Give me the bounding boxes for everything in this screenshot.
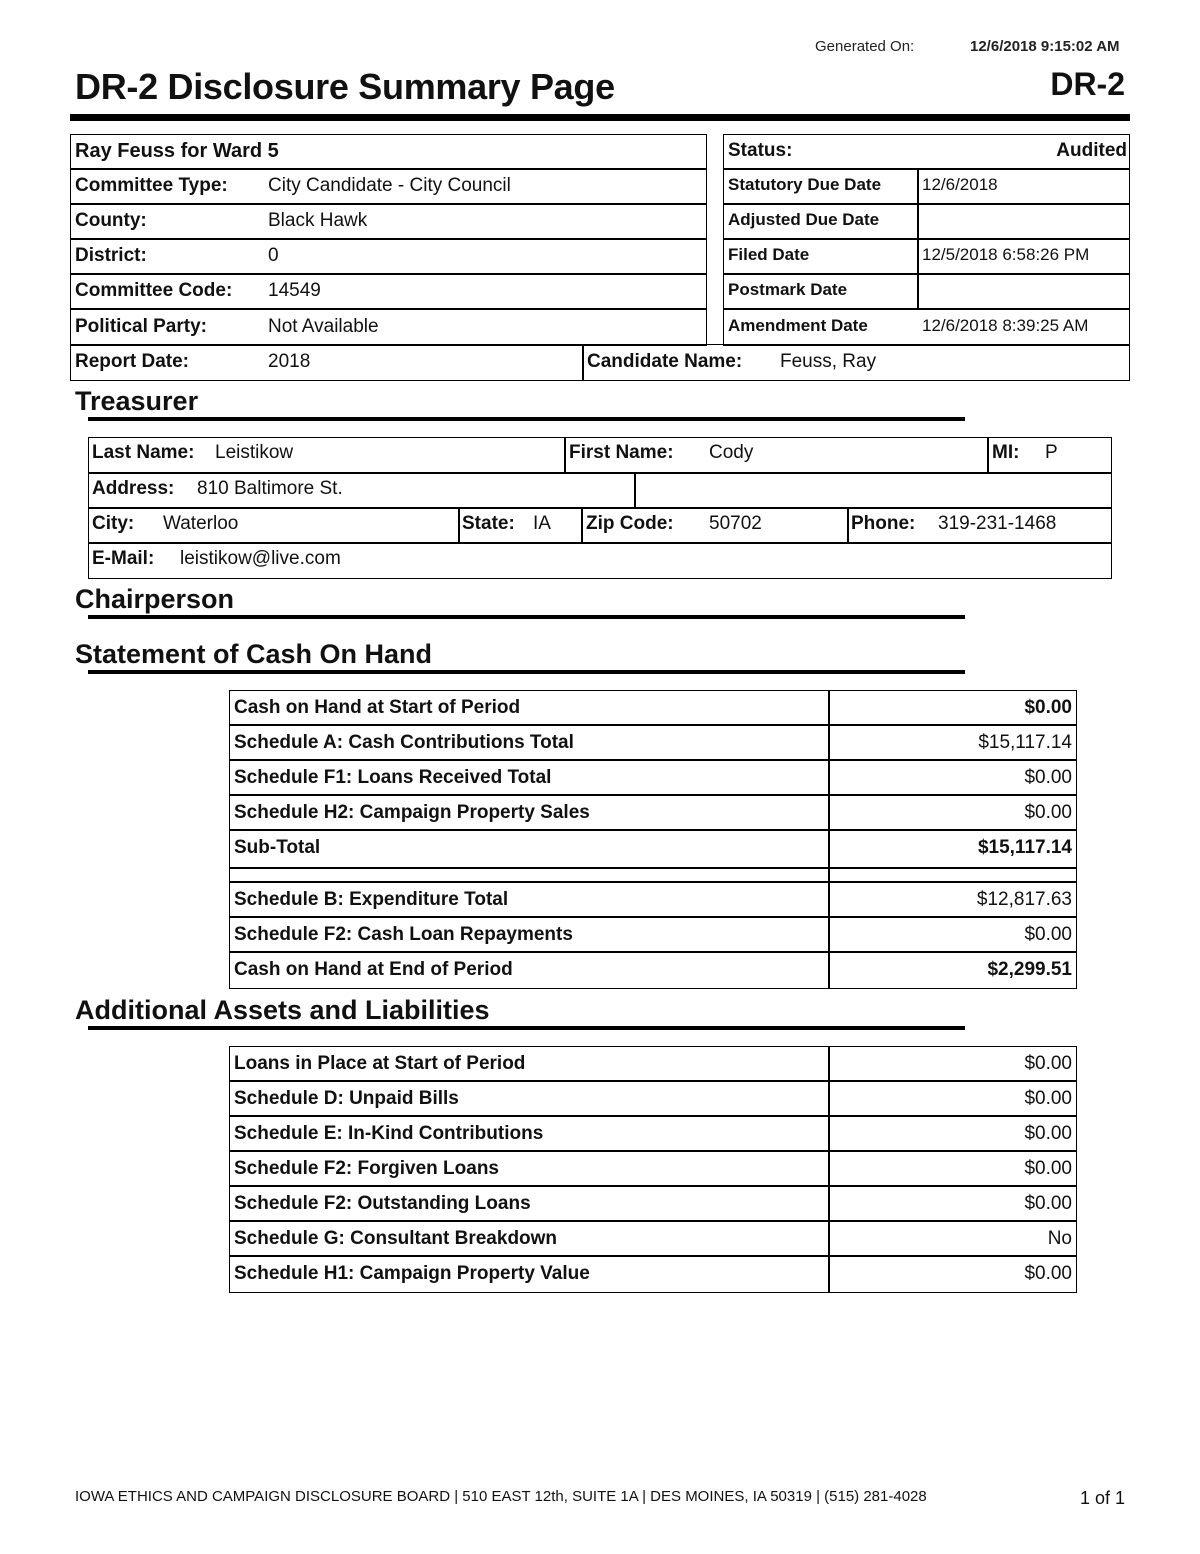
- committee-type-label: Committee Type:: [75, 175, 228, 196]
- row-value: $12,817.63: [976, 889, 1072, 910]
- treasurer-state-label: State:: [462, 513, 515, 534]
- column-divider: [828, 1082, 830, 1115]
- divider: [70, 203, 707, 205]
- treasurer-mi-label: MI:: [992, 442, 1020, 463]
- treasurer-phone-label: Phone:: [851, 513, 916, 534]
- row-value: $0.00: [1024, 1053, 1072, 1074]
- row-value: $0.00: [1024, 1193, 1072, 1214]
- row-label: Schedule A: Cash Contributions Total: [234, 732, 574, 753]
- assets-liabilities-table: [229, 1046, 1077, 1293]
- column-divider: [828, 918, 830, 951]
- row-label: Cash on Hand at Start of Period: [234, 697, 521, 718]
- treasurer-address-label: Address:: [92, 478, 175, 499]
- row-label: Schedule D: Unpaid Bills: [234, 1088, 459, 1109]
- committee-code-label: Committee Code:: [75, 280, 233, 301]
- row-label: Schedule E: In-Kind Contributions: [234, 1123, 544, 1144]
- column-divider: [828, 761, 830, 794]
- divider: [458, 507, 460, 542]
- column-divider: [828, 1222, 830, 1255]
- county-value: Black Hawk: [268, 210, 368, 231]
- column-divider: [828, 726, 830, 759]
- divider: [70, 308, 707, 310]
- row-label: Schedule B: Expenditure Total: [234, 889, 509, 910]
- table-row: [230, 1047, 1076, 1082]
- table-row: [230, 918, 1076, 953]
- status-label: Status:: [728, 140, 793, 161]
- treasurer-email-label: E-Mail:: [92, 548, 155, 569]
- divider: [917, 168, 919, 308]
- row-label: Schedule H1: Campaign Property Value: [234, 1263, 590, 1284]
- section-rule: [88, 1026, 965, 1030]
- generated-on-value: 12/6/2018 9:15:02 AM: [970, 38, 1120, 55]
- divider: [723, 238, 1130, 240]
- divider: [70, 168, 707, 170]
- row-value: $0.00: [1024, 1158, 1072, 1179]
- table-row: [230, 1152, 1076, 1187]
- treasurer-state-value: IA: [533, 513, 551, 534]
- column-divider: [828, 1117, 830, 1150]
- divider: [70, 273, 707, 275]
- row-label: Schedule F2: Forgiven Loans: [234, 1158, 499, 1179]
- table-row: [230, 1257, 1076, 1292]
- column-divider: [828, 1257, 830, 1292]
- treasurer-last-name-label: Last Name:: [92, 442, 195, 463]
- row-value: $0.00: [1024, 1263, 1072, 1284]
- row-label: Schedule F1: Loans Received Total: [234, 767, 552, 788]
- column-divider: [828, 796, 830, 829]
- status-box-border: [723, 134, 1130, 346]
- row-value: $0.00: [1024, 924, 1072, 945]
- report-date-value: 2018: [268, 351, 311, 372]
- table-row: [230, 691, 1076, 726]
- cash-on-hand-heading: Statement of Cash On Hand: [75, 639, 433, 669]
- statutory-due-date-label: Statutory Due Date: [728, 175, 882, 194]
- divider: [564, 437, 566, 472]
- postmark-date-label: Postmark Date: [728, 280, 848, 299]
- cash-on-hand-table: [229, 690, 1077, 989]
- table-row: [230, 761, 1076, 796]
- divider: [723, 203, 1130, 205]
- row-value: $0.00: [1024, 697, 1072, 718]
- committee-box-border: [70, 134, 707, 346]
- amendment-date-label: Amendment Date: [728, 316, 868, 335]
- column-divider: [828, 869, 830, 881]
- divider: [723, 273, 1130, 275]
- row-value: $15,117.14: [978, 732, 1072, 753]
- treasurer-address-value: 810 Baltimore St.: [197, 478, 343, 499]
- divider: [847, 507, 849, 542]
- table-row: [230, 1082, 1076, 1117]
- column-divider: [828, 953, 830, 988]
- column-divider: [828, 1187, 830, 1220]
- row-value: $0.00: [1024, 1088, 1072, 1109]
- treasurer-first-name-label: First Name:: [569, 442, 674, 463]
- divider: [581, 507, 583, 542]
- column-divider: [828, 883, 830, 916]
- filed-date-label: Filed Date: [728, 245, 810, 264]
- political-party-label: Political Party:: [75, 316, 207, 337]
- row-value: $0.00: [1024, 1123, 1072, 1144]
- divider: [88, 472, 1112, 474]
- title-rule: [70, 114, 1130, 121]
- row-label: Schedule F2: Outstanding Loans: [234, 1193, 531, 1214]
- amendment-date-value: 12/6/2018 8:39:25 AM: [922, 316, 1089, 335]
- divider: [634, 472, 636, 507]
- divider: [582, 344, 584, 381]
- row-value: $0.00: [1024, 802, 1072, 823]
- candidate-name-label: Candidate Name:: [587, 351, 743, 372]
- table-row: [230, 1187, 1076, 1222]
- generated-on-label: Generated On:: [815, 38, 915, 55]
- treasurer-zip-value: 50702: [709, 513, 762, 534]
- row-value: No: [1047, 1228, 1072, 1249]
- footer-board-info: IOWA ETHICS AND CAMPAIGN DISCLOSURE BOARD | 510 EAST 12th, SUITE 1A | DES MOINES, IA 50319 | (515) 281-4028: [75, 1488, 927, 1505]
- district-value: 0: [268, 245, 279, 266]
- divider: [723, 168, 1130, 170]
- row-label: Schedule F2: Cash Loan Repayments: [234, 924, 573, 945]
- table-row: [230, 953, 1076, 988]
- row-value: $0.00: [1024, 767, 1072, 788]
- table-row: [230, 726, 1076, 761]
- treasurer-first-name-value: Cody: [709, 442, 754, 463]
- row-value: $2,299.51: [987, 959, 1072, 980]
- treasurer-email-value: leistikow@live.com: [180, 548, 341, 569]
- divider: [70, 238, 707, 240]
- political-party-value: Not Available: [268, 316, 379, 337]
- candidate-name-value: Feuss, Ray: [780, 351, 877, 372]
- divider: [987, 437, 989, 472]
- table-row: [230, 1117, 1076, 1152]
- divider: [88, 507, 1112, 509]
- treasurer-zip-label: Zip Code:: [586, 513, 674, 534]
- assets-liabilities-heading: Additional Assets and Liabilities: [75, 995, 490, 1025]
- committee-code-value: 14549: [268, 280, 321, 301]
- row-label: Cash on Hand at End of Period: [234, 959, 513, 980]
- table-row: [230, 831, 1076, 869]
- filed-date-value: 12/5/2018 6:58:26 PM: [922, 245, 1090, 264]
- column-divider: [828, 1047, 830, 1080]
- section-rule: [88, 615, 965, 619]
- committee-type-value: City Candidate - City Council: [268, 175, 511, 196]
- report-date-label: Report Date:: [75, 351, 190, 372]
- county-label: County:: [75, 210, 147, 231]
- treasurer-city-value: Waterloo: [163, 513, 239, 534]
- adjusted-due-date-label: Adjusted Due Date: [728, 210, 880, 229]
- chairperson-heading: Chairperson: [75, 584, 235, 614]
- divider: [723, 308, 1130, 310]
- row-label: Schedule G: Consultant Breakdown: [234, 1228, 558, 1249]
- page-number: 1 of 1: [1079, 1488, 1125, 1508]
- column-divider: [828, 831, 830, 867]
- treasurer-city-label: City:: [92, 513, 135, 534]
- table-spacer: [230, 869, 1076, 883]
- table-row: [230, 883, 1076, 918]
- treasurer-heading: Treasurer: [75, 386, 199, 416]
- treasurer-phone-value: 319-231-1468: [938, 513, 1057, 534]
- table-row: [230, 1222, 1076, 1257]
- treasurer-last-name-value: Leistikow: [215, 442, 294, 463]
- divider: [88, 542, 1112, 544]
- column-divider: [828, 1152, 830, 1185]
- treasurer-mi-value: P: [1045, 442, 1058, 463]
- committee-name: Ray Feuss for Ward 5: [75, 140, 279, 162]
- page-title: DR-2 Disclosure Summary Page: [75, 66, 615, 107]
- column-divider: [828, 691, 830, 724]
- row-label: Sub-Total: [234, 837, 321, 858]
- form-code: DR-2: [1050, 66, 1125, 102]
- row-label: Loans in Place at Start of Period: [234, 1053, 526, 1074]
- section-rule: [88, 670, 965, 674]
- table-row: [230, 796, 1076, 831]
- section-rule: [88, 417, 965, 421]
- row-label: Schedule H2: Campaign Property Sales: [234, 802, 590, 823]
- district-label: District:: [75, 245, 147, 266]
- statutory-due-date-value: 12/6/2018: [922, 175, 998, 194]
- row-value: $15,117.14: [977, 837, 1072, 858]
- status-badge: Audited: [1056, 140, 1127, 161]
